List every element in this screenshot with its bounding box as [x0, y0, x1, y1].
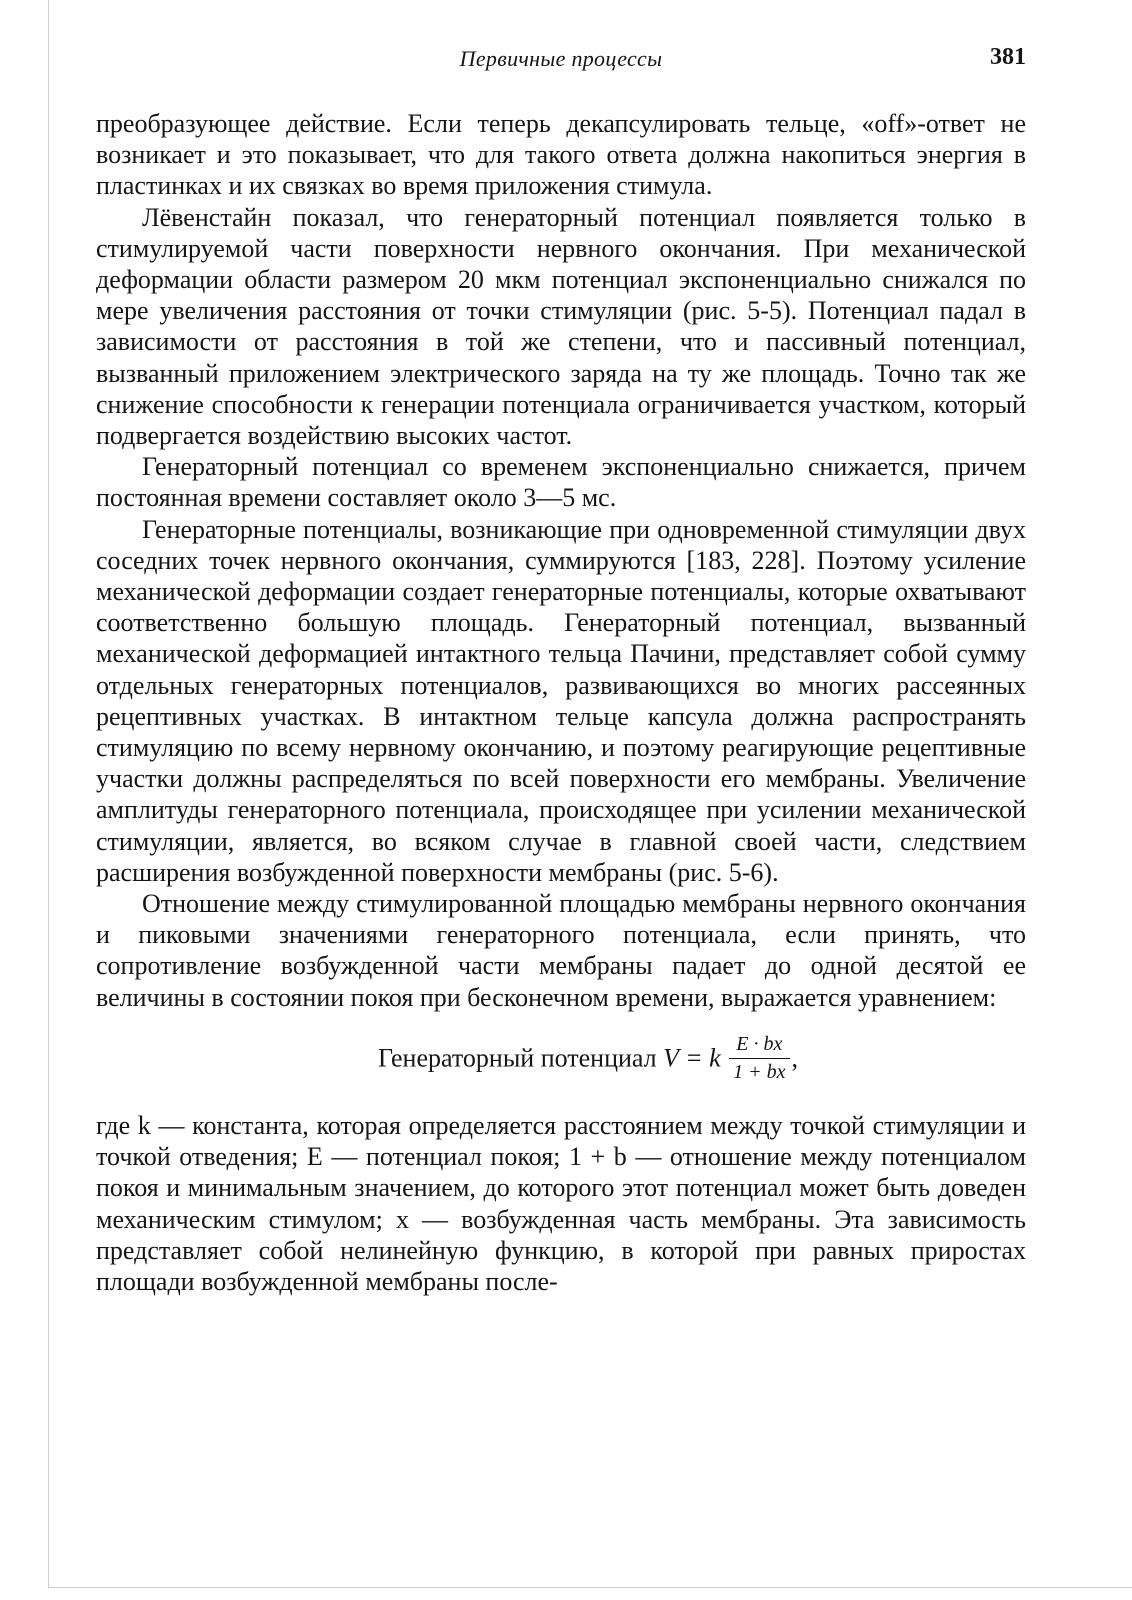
- equation-comma: ,: [791, 1043, 799, 1073]
- page-body: [96, 108, 1026, 1297]
- paragraph-2: Лёвенстайн показал, что генераторный потенциал появляется только в стимулируемой части поверхности нервного окончания. При механической деформации области размером 20 мкм потенциал экспоненциально снижался по мере увеличения расстояния от точки стимуляции (рис. 5-5). Потенциал падал в зависимости от расстояния в той же степени, что и пассивный потенциал, вызванный приложением электрического заряда на ту же площадь. Точно так же снижение способности к генерации потенциала ограничивается участком, который подвергается воздействию высоких частот.: [96, 202, 1026, 451]
- paragraph-1: преобразующее действие. Если теперь декапсулировать тельце, «off»-ответ не возникает и это показывает, что для такого ответа должна накопиться энергия в пластинках и их связках во время приложения стимула.: [96, 109, 1026, 201]
- equation: [96, 1033, 1026, 1084]
- paragraph-6: где k — константа, которая определяется расстоянием между точкой стимуляции и точкой отведения; E — потенциал покоя; 1 + b — отношение между потенциалом покоя и минимальным значением, до которого этот потенциал может быть доведен механическим стимулом; x — возбужденная часть мембраны. Эта зависимость представляет собой нелинейную функцию, в которой при равных приростах площади возбужденной мембраны после-: [96, 1110, 1026, 1296]
- equation-lhs: V = k: [663, 1043, 721, 1073]
- paragraph-4: Генераторные потенциалы, возникающие при одновременной стимуляции двух соседних точек нервного окончания, суммируются [183, 228]. Поэтому усиление механической деформации создает генераторные потенциалы, которые охватывают соответственно большую площадь. Генераторный потенциал, вызванный механической деформацией интактного тельца Пачини, представляет собой сумму отдельных генераторных потенциалов, развивающихся во многих рассеянных рецептивных участках. В интактном тельце капсула должна распространять стимуляцию по всему нервному окончанию, и поэтому реагирующие рецептивные участки должны распределяться по всей поверхности его мембраны. Увеличение амплитуды генераторного потенциала, происходящее при усилении механической стимуляции, является, во всяком случае в главной своей части, следствием расширения возбужденной поверхности мембраны (рис. 5-6).: [96, 514, 1026, 887]
- page-header: [96, 46, 1026, 80]
- equation-fraction: [729, 1033, 789, 1084]
- equation-denominator: 1 + bx: [733, 1060, 786, 1083]
- equation-label: Генераторный потенциал: [377, 1043, 657, 1073]
- running-title: Первичные процессы: [459, 46, 663, 71]
- paragraph-3: Генераторный потенциал со временем экспоненциально снижается, причем постоянная времени составляет около 3—5 мс.: [96, 452, 1026, 513]
- equation-numerator: E · bx: [729, 1033, 789, 1059]
- paragraph-5: Отношение между стимулированной площадью мембраны нервного окончания и пиковыми значениями генераторного потенциала, если принять, что сопротивление возбужденной части мембраны падает до одной десятой ее величины в состоянии покоя при бесконечном времени, выражается уравнением:: [96, 889, 1026, 1012]
- page-number: 381: [990, 44, 1026, 70]
